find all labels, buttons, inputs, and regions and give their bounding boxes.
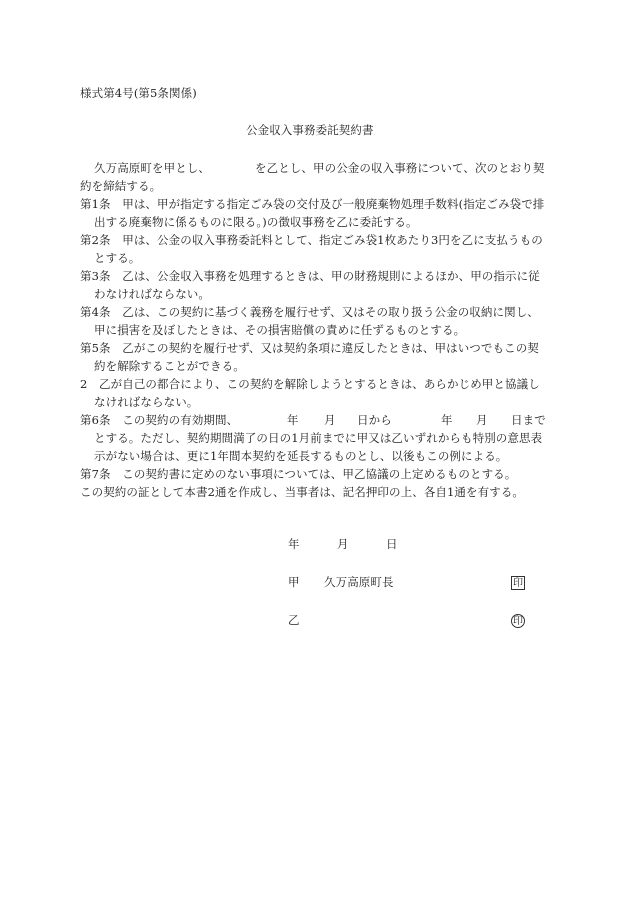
party-a-seal: 印 xyxy=(513,578,523,589)
article-6-month-2: 月 xyxy=(476,413,488,427)
article-7: 第7条 この契約書に定めのない事項については、甲乙協議の上定めるものとする。 xyxy=(80,467,517,481)
article-4-line-1: 第4条 乙は、この契約に基づく義務を履行せず、又はその取り扱う公金の収納に関し、 xyxy=(80,305,539,319)
article-5-2-line-2: なければならない。 xyxy=(94,395,199,409)
date-day: 日 xyxy=(386,537,398,551)
article-6-head: 第6条 この契約の有効期間、 xyxy=(80,413,239,427)
article-3-line-2: わなければならない。 xyxy=(94,287,210,301)
article-6-line-3: 示がない場合は、更に1年間本契約を延長するものとし、以後もこの例による。 xyxy=(94,449,508,463)
party-a-label: 甲 xyxy=(288,575,300,589)
article-6-day-1: 日から xyxy=(357,413,392,427)
party-b-label: 乙 xyxy=(288,613,300,627)
preamble-line-2: 約を締結する。 xyxy=(80,179,162,193)
form-number: 様式第4号(第5条関係) xyxy=(80,86,197,100)
document-title: 公金収入事務委託契約書 xyxy=(246,123,374,137)
article-1-line-2: 出する廃棄物に係るものに限る。)の徴収事務を乙に委託する。 xyxy=(94,215,418,229)
article-6-month-1: 月 xyxy=(324,413,336,427)
article-2-line-2: とする。 xyxy=(94,251,141,265)
article-3-line-1: 第3条 乙は、公金収入事務を処理するときは、甲の財務規則によるほか、甲の指示に従 xyxy=(80,269,540,283)
article-6-line-2: とする。ただし、契約期間満了の日の1月前までに甲又は乙いずれからも特別の意思表 xyxy=(94,431,543,445)
party-b-seal: 印 xyxy=(513,616,523,627)
date-year: 年 xyxy=(288,537,300,551)
article-5-line-1: 第5条 乙がこの契約を履行せず、又は契約条項に違反したときは、甲はいつでもこの契 xyxy=(80,341,539,355)
article-5-2-line-1: 2 乙が自己の都合により、この契約を解除しようとするときは、あらかじめ甲と協議し xyxy=(80,377,540,391)
closing-statement: この契約の証として本書2通を作成し、当事者は、記名押印の上、各自1通を有する。 xyxy=(80,485,525,499)
article-6-year-1: 年 xyxy=(287,413,299,427)
article-5-line-2: 約を解除することができる。 xyxy=(94,359,245,373)
article-2-line-1: 第2条 甲は、公金の収入事務委託料として、指定ごみ袋1枚あたり3円を乙に支払うもの xyxy=(80,233,543,247)
article-1-line-1: 第1条 甲は、甲が指定する指定ごみ袋の交付及び一般廃棄物処理手数料(指定ごみ袋で排 xyxy=(80,197,545,211)
article-6-day-2: 日まで xyxy=(511,413,546,427)
article-6-year-2: 年 xyxy=(441,413,453,427)
preamble-line-1a: 久万高原町を甲とし、 xyxy=(94,161,210,175)
date-month: 月 xyxy=(337,537,349,551)
party-a-name: 久万高原町長 xyxy=(324,575,394,589)
preamble-line-1b: を乙とし、甲の公金の収入事務について、次のとおり契 xyxy=(255,161,545,175)
article-4-line-2: 甲に損害を及ぼしたときは、その損害賠償の責めに任ずるものとする。 xyxy=(94,323,466,337)
